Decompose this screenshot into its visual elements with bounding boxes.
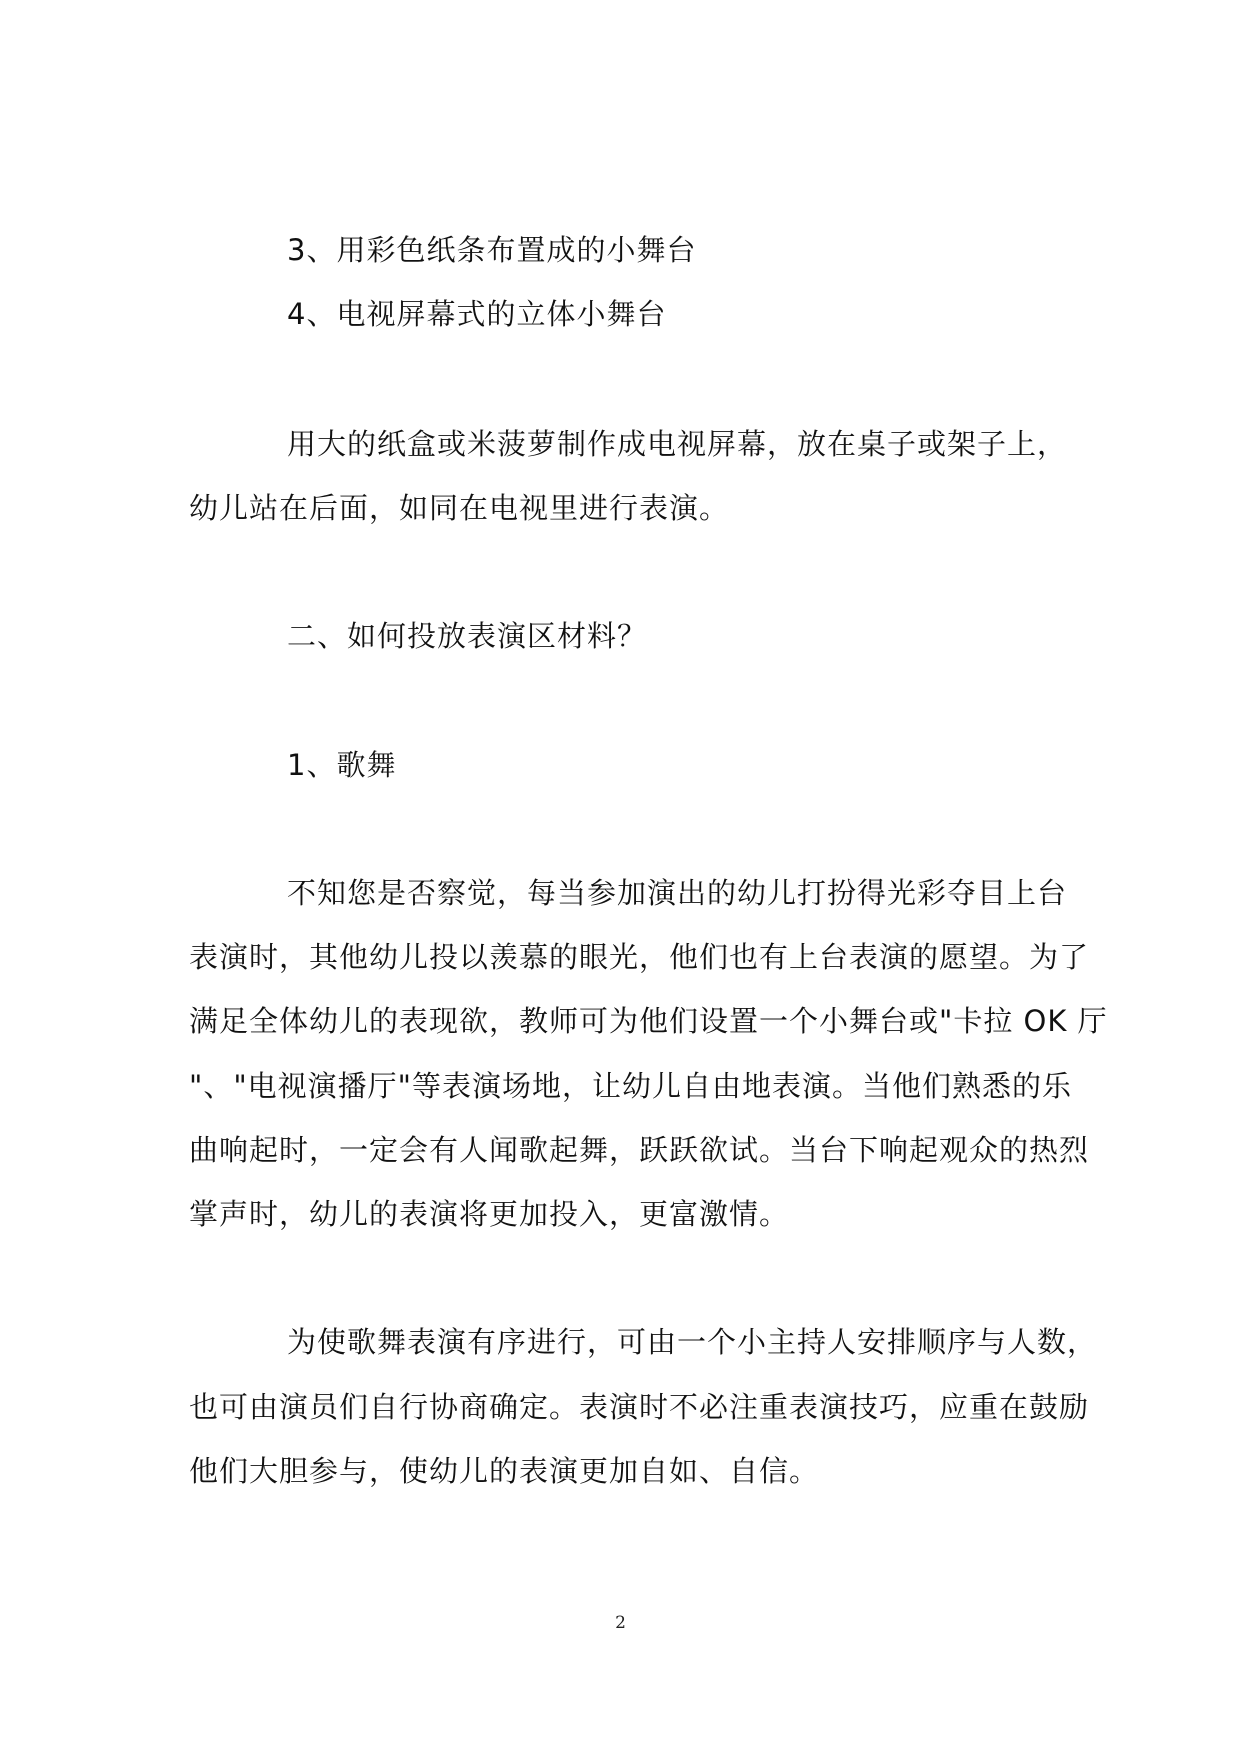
paragraph-song-dance-line-1: 不知您是否察觉，每当参加演出的幼儿打扮得光彩夺目上台 (287, 876, 1068, 910)
paragraph-song-dance-line-4: "、"电视演播厅"等表演场地，让幼儿自由地表演。当他们熟悉的乐 (189, 1069, 1073, 1103)
page-number: 2 (615, 1613, 626, 1633)
list-item-tv-screen-stage: 4、电视屏幕式的立体小舞台 (287, 297, 667, 331)
paragraph-song-dance-line-5: 曲响起时，一定会有人闻歌起舞，跃跃欲试。当台下响起观众的热烈 (189, 1133, 1090, 1167)
paragraph-song-dance-line-6: 掌声时，幼儿的表演将更加投入，更富激情。 (189, 1197, 790, 1231)
section-heading: 二、如何投放表演区材料？ (287, 619, 648, 653)
list-item-colored-paper-stage: 3、用彩色纸条布置成的小舞台 (287, 233, 697, 267)
paragraph-song-dance-line-2: 表演时，其他幼儿投以羡慕的眼光，他们也有上台表演的愿望。为了 (189, 940, 1090, 974)
paragraph-tv-screen-line-2: 幼儿站在后面，如同在电视里进行表演。 (189, 491, 730, 525)
paragraph-performance-order-line-3: 他们大胆参与，使幼儿的表演更加自如、自信。 (189, 1454, 820, 1488)
paragraph-performance-order-line-1: 为使歌舞表演有序进行，可由一个小主持人安排顺序与人数， (287, 1325, 1098, 1359)
paragraph-song-dance-line-3: 满足全体幼儿的表现欲，教师可为他们设置一个小舞台或"卡拉 OK 厅 (189, 1004, 1108, 1038)
paragraph-tv-screen-line-1: 用大的纸盒或米菠萝制作成电视屏幕，放在桌子或架子上， (287, 427, 1068, 461)
paragraph-performance-order-line-2: 也可由演员们自行协商确定。表演时不必注重表演技巧，应重在鼓励 (189, 1390, 1090, 1424)
subsection-heading: 1、歌舞 (287, 748, 397, 782)
